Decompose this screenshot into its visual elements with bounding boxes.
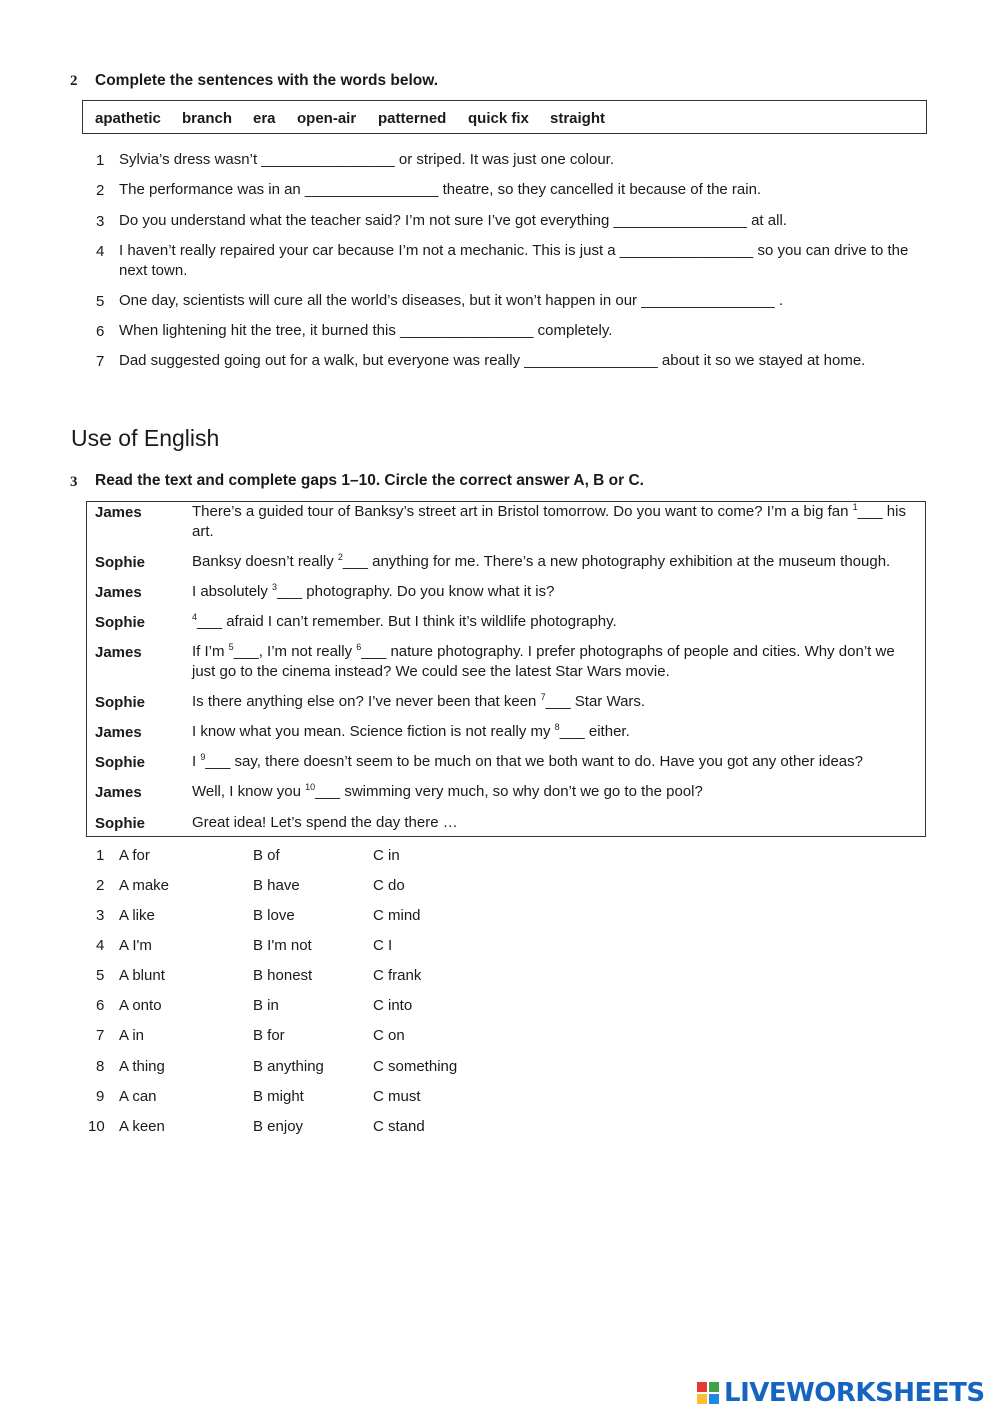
option-b[interactable]: B honest <box>253 967 313 984</box>
option-a[interactable]: A I'm <box>119 937 152 954</box>
sentence-number: 3 <box>96 213 105 230</box>
sentence-text: Sylvia’s dress wasn’t ________________ or striped. It was just one colour. <box>119 151 615 168</box>
word-bank-item: apathetic <box>95 110 161 127</box>
sentence-text: Do you understand what the teacher said? I’m not sure I’ve got everything ________________ at all. <box>119 212 787 229</box>
dialogue-line: There’s a guided tour of Banksy’s street art in Bristol tomorrow. Do you want to come? I’m a big fan $^1$___ his art. <box>192 502 906 540</box>
dialogue-line: Great idea! Let’s spend the day there … <box>192 814 458 831</box>
option-number: 8 <box>96 1058 105 1075</box>
sentence-number: 7 <box>96 353 105 370</box>
dialogue-line: Banksy doesn’t really $^2$___ anything for me. There’s a new photography exhibition at the museum though. <box>192 552 891 570</box>
word-bank-item: straight <box>550 110 606 127</box>
option-number: 3 <box>96 907 105 924</box>
option-c[interactable]: C mind <box>373 907 421 924</box>
option-number: 9 <box>96 1088 105 1105</box>
option-c[interactable]: C stand <box>373 1118 425 1135</box>
speaker-name: James <box>95 644 142 661</box>
option-a[interactable]: A onto <box>119 997 162 1014</box>
option-c[interactable]: C do <box>373 877 405 894</box>
dialogue-line: I know what you mean. Science fiction is not really my $^8$___ either. <box>192 722 630 740</box>
option-a[interactable]: A like <box>119 907 155 924</box>
gap-number: 3 <box>272 582 278 592</box>
sentence-number: 6 <box>96 323 105 340</box>
option-number: 6 <box>96 997 105 1014</box>
option-c[interactable]: C I <box>373 937 393 954</box>
sentence-number: 2 <box>96 182 105 199</box>
word-bank-item: open-air <box>297 110 357 127</box>
word-bank-item: patterned <box>378 110 447 127</box>
option-a[interactable]: A for <box>119 847 150 864</box>
word-bank-item: era <box>253 110 276 127</box>
liveworksheets-logo <box>697 1378 985 1408</box>
gap-number: 1 <box>852 502 858 512</box>
exercise-3-heading: Read the text and complete gaps 1–10. Circle the correct answer A, B or C. <box>95 472 644 489</box>
dialogue-line: $^4$___ afraid I can’t remember. But I think it’s wildlife photography. <box>192 612 617 630</box>
option-c[interactable]: C into <box>373 997 413 1014</box>
option-b[interactable]: B in <box>253 997 279 1014</box>
option-c[interactable]: C something <box>373 1058 458 1075</box>
option-b[interactable]: B have <box>253 877 300 894</box>
option-b[interactable]: B for <box>253 1027 285 1044</box>
option-b[interactable]: B might <box>253 1088 304 1105</box>
sentence-text: When lightening hit the tree, it burned this ________________ completely. <box>119 322 613 339</box>
option-b[interactable]: B of <box>253 847 280 864</box>
sentence-number: 5 <box>96 293 105 310</box>
option-a[interactable]: A thing <box>119 1058 165 1075</box>
option-c[interactable]: C must <box>373 1088 421 1105</box>
gap-number: 9 <box>200 752 206 762</box>
gap-number: 5 <box>228 642 234 652</box>
speaker-name: James <box>95 584 142 601</box>
exercise-3-number: 3 <box>70 474 78 490</box>
option-a[interactable]: A keen <box>119 1118 165 1135</box>
speaker-name: James <box>95 504 142 521</box>
option-c[interactable]: C frank <box>373 967 422 984</box>
option-a[interactable]: A can <box>119 1088 157 1105</box>
dialogue-line: I $^9$___ say, there doesn’t seem to be much on that we both want to do. Have you got any other ideas? <box>192 752 863 770</box>
speaker-name: James <box>95 784 142 801</box>
option-b[interactable]: B anything <box>253 1058 324 1075</box>
option-b[interactable]: B I'm not <box>253 937 312 954</box>
gap-number: 10 <box>305 782 316 792</box>
gap-number: 4 <box>192 612 198 622</box>
logo-squares-icon <box>697 1381 721 1405</box>
option-number: 1 <box>96 847 105 864</box>
option-number: 2 <box>96 877 105 894</box>
section-title: Use of English <box>71 425 220 451</box>
sentence-text: Dad suggested going out for a walk, but everyone was really ________________ about it so we stayed at home. <box>119 352 866 369</box>
speaker-name: Sophie <box>95 554 146 571</box>
speaker-name: Sophie <box>95 815 146 832</box>
dialogue-line: Well, I know you $^{10}$___ swimming very much, so why don’t we go to the pool? <box>192 782 703 800</box>
gap-number: 7 <box>540 692 546 702</box>
option-a[interactable]: A blunt <box>119 967 165 984</box>
speaker-name: Sophie <box>95 754 146 771</box>
sentence-text: The performance was in an ________________ theatre, so they cancelled it because of the rain. <box>119 181 762 198</box>
option-number: 7 <box>96 1027 105 1044</box>
option-b[interactable]: B enjoy <box>253 1118 304 1135</box>
option-c[interactable]: C on <box>373 1027 405 1044</box>
exercise-2-number: 2 <box>70 73 78 89</box>
exercise-2-heading: Complete the sentences with the words below. <box>95 72 439 89</box>
word-bank-item: branch <box>182 110 233 127</box>
option-number: 10 <box>88 1118 105 1135</box>
dialogue-line: If I’m $^5$___, I’m not really $^6$___ nature photography. I prefer photographs of people and cities. Why don’t we just go to the cinema instead? We could see the latest Star Wars movie. <box>192 642 895 680</box>
option-a[interactable]: A make <box>119 877 170 894</box>
option-a[interactable]: A in <box>119 1027 145 1044</box>
sentence-text: I haven’t really repaired your car because I’m not a mechanic. This is just a ________________ so you can drive to the next town. <box>119 242 909 279</box>
dialogue-line: Is there anything else on? I’ve never been that keen $^7$___ Star Wars. <box>192 692 646 710</box>
word-bank-item: quick fix <box>468 110 529 127</box>
gap-number: 2 <box>337 552 343 562</box>
speaker-name: Sophie <box>95 614 146 631</box>
sentence-text: One day, scientists will cure all the world’s diseases, but it won’t happen in our ________________ . <box>119 292 784 309</box>
dialogue-line: I absolutely $^3$___ photography. Do you know what it is? <box>192 582 555 600</box>
gap-number: 6 <box>356 642 362 652</box>
option-c[interactable]: C in <box>373 847 400 864</box>
speaker-name: Sophie <box>95 694 146 711</box>
gap-number: 8 <box>554 722 560 732</box>
option-number: 5 <box>96 967 105 984</box>
sentence-number: 4 <box>96 243 105 260</box>
sentence-number: 1 <box>96 152 105 169</box>
option-number: 4 <box>96 937 105 954</box>
word-bank-box <box>82 100 927 134</box>
logo-text: LIVEWORKSHEETS <box>724 1378 985 1408</box>
speaker-name: James <box>95 724 142 741</box>
option-b[interactable]: B love <box>253 907 295 924</box>
